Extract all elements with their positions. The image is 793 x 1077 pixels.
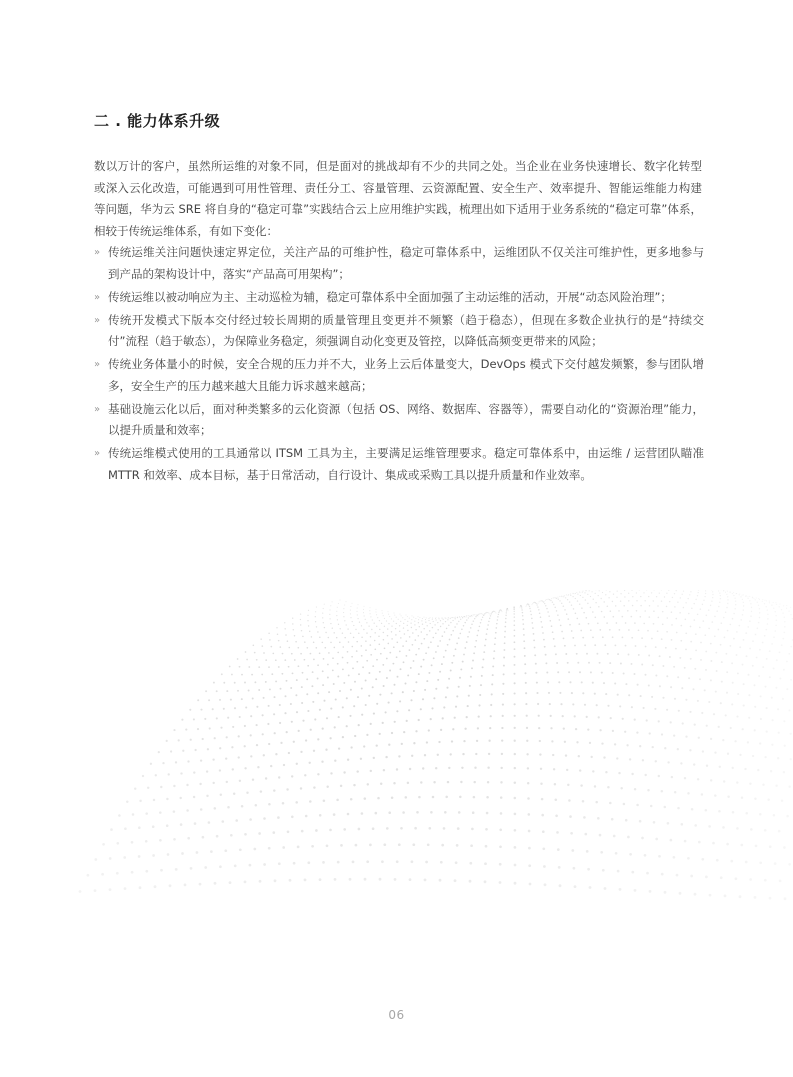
list-item	[94, 443, 704, 486]
list-item-text: 传统开发模式下版本交付经过较长周期的质量管理且变更并不频繁（趋于稳态），但现在多数企业执行的是“持续交付”流程（趋于敏态），为保障业务稳定，须强调自动化变更及管控，以降低高频变更带来的风险；	[108, 312, 704, 349]
list-item-text: 传统运维模式使用的工具通常以 ITSM 工具为主，主要满足运维管理要求。稳定可靠体系中，由运维 / 运营团队瞄准 MTTR 和效率、成本目标，基于日常活动，自行设计、集成或采购工具以提升质量和作业效率。	[108, 446, 704, 482]
list-item	[94, 242, 704, 285]
list-item-text: 传统运维以被动响应为主、主动巡检为辅，稳定可靠体系中全面加强了主动运维的活动，开展“动态风险治理”；	[108, 289, 672, 304]
bullet-marker-icon: »	[94, 247, 101, 258]
list-item-text: 基础设施云化以后，面对种类繁多的云化资源（包括 OS、网络、数据库、容器等），需要自动化的“资源治理”能力，以提升质量和效率；	[108, 401, 704, 438]
list-item	[94, 354, 704, 397]
bullet-marker-icon: »	[94, 448, 101, 460]
list-item-text: 传统运维关注问题快速定界定位，关注产品的可维护性，稳定可靠体系中，运维团队不仅关注可维护性，更多地参与到产品的架构设计中，落实“产品高可用架构”；	[108, 245, 704, 281]
list-item	[94, 399, 704, 442]
page-number: 06	[388, 1008, 405, 1022]
intro-paragraph: 数以万计的客户，虽然所运维的对象不同，但是面对的挑战却有不少的共同之处。当企业在业务快速增长、数字化转型或深入云化改造，可能遇到可用性管理、责任分工、容量管理、云资源配置、安全生产、效率提升、智能运维能力构建等问题，华为云 SRE 将自身的“稳定可靠”实践结合云上应用维护实践，梳理出如下适用于业务系统的“稳定可靠”体系，相较于传统运维体系，有如下变化：	[94, 159, 702, 238]
list-item-text: 传统业务体量小的时候，安全合规的压力并不大，业务上云后体量变大，DevOps 模式下交付越发频繁，参与团队增多，安全生产的压力越来越大且能力诉求越来越高；	[108, 357, 704, 393]
decorative-dot-wave	[0, 590, 793, 910]
change-list	[94, 242, 704, 488]
list-item	[94, 310, 704, 353]
bullet-marker-icon: »	[94, 314, 101, 326]
bullet-marker-icon: »	[94, 359, 101, 371]
bullet-marker-icon: »	[94, 403, 101, 415]
bullet-marker-icon: »	[94, 291, 101, 303]
list-item	[94, 287, 704, 309]
section-heading: 二 . 能力体系升级	[94, 112, 221, 130]
